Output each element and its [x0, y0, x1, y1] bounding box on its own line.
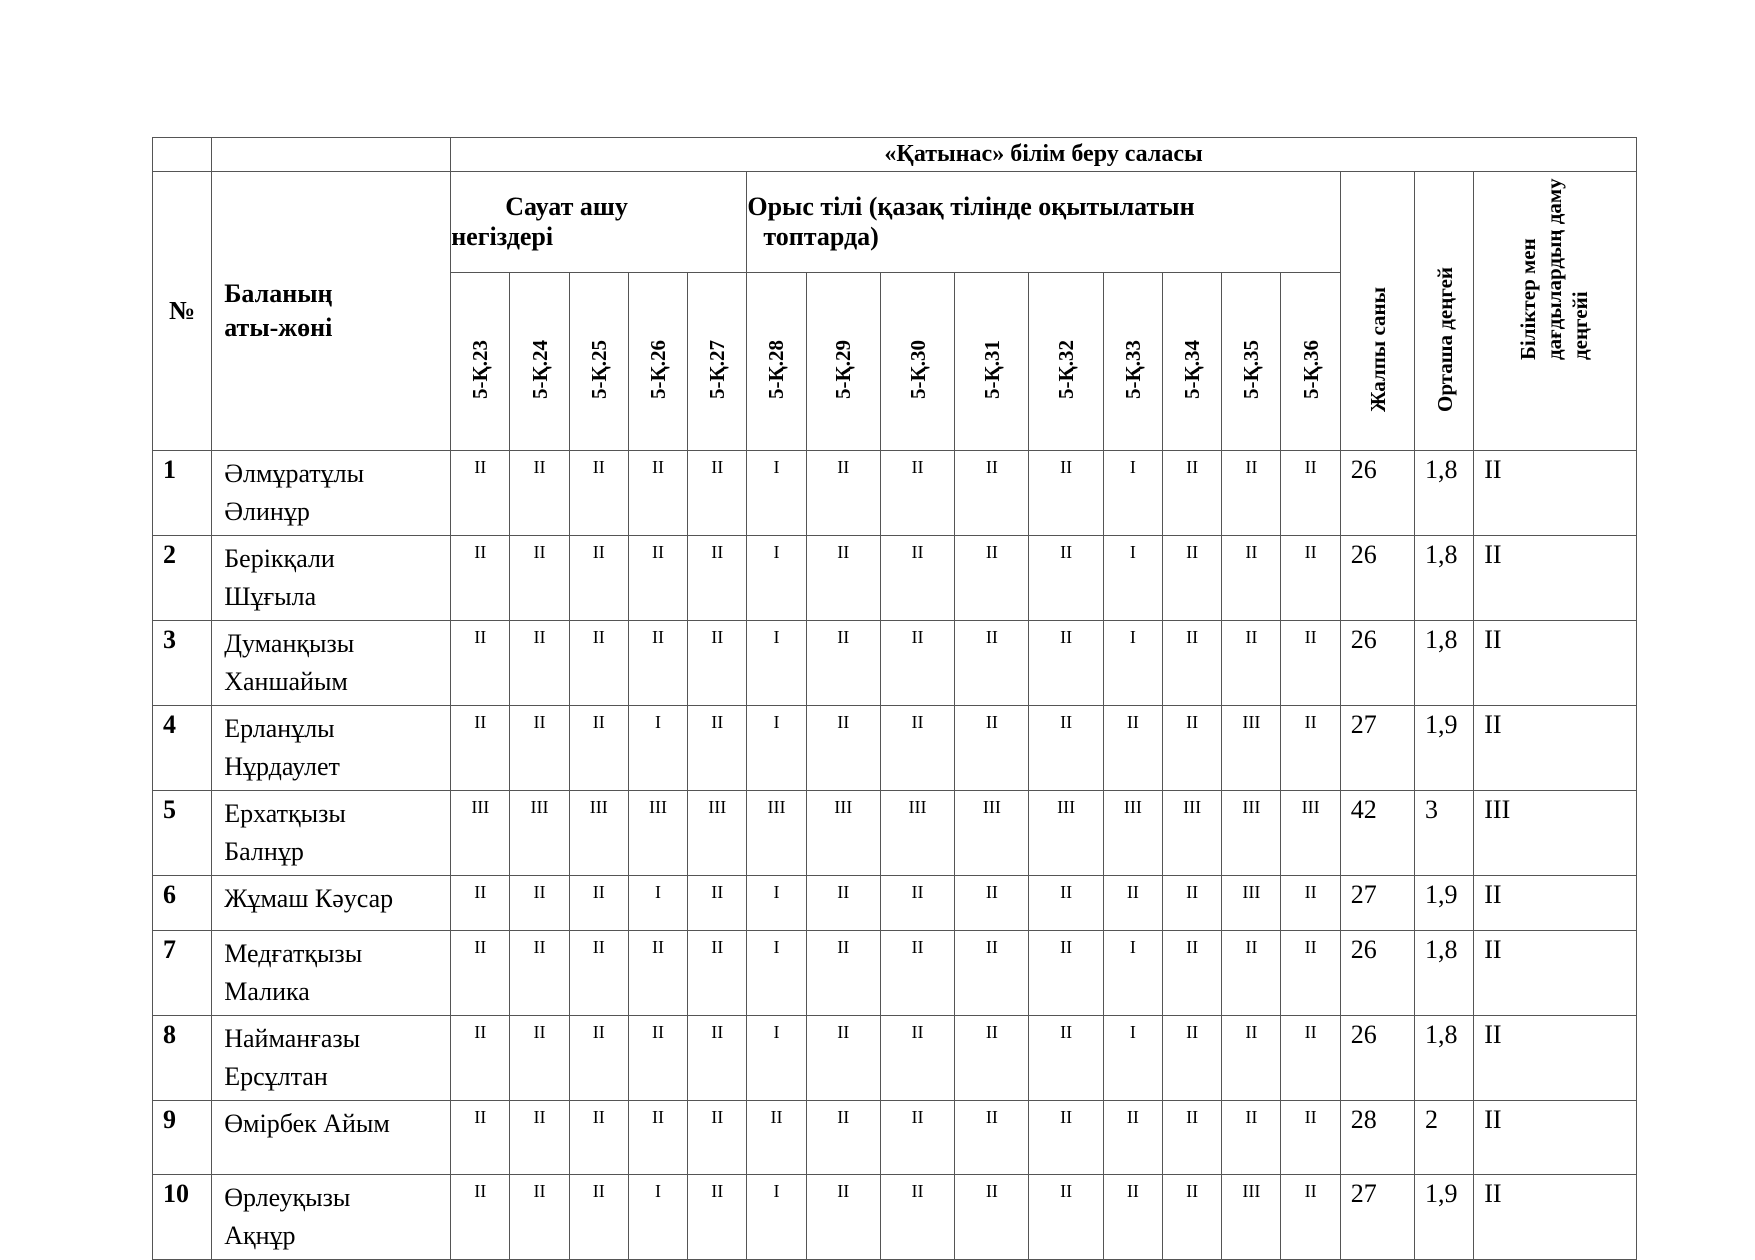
- score-cell: II: [569, 621, 628, 706]
- code-header-label: 5-Қ.31: [979, 340, 1004, 399]
- score-cell: II: [806, 1175, 880, 1260]
- score-cell: II: [880, 706, 954, 791]
- table-row: [153, 1175, 1637, 1260]
- code-header: [1029, 273, 1103, 451]
- score-cell: II: [880, 1016, 954, 1101]
- score-cell: II: [880, 451, 954, 536]
- score-cell: II: [510, 1101, 569, 1175]
- average-cell: 1,8: [1415, 621, 1474, 706]
- child-name-line2: Балнұр: [224, 837, 304, 866]
- score-cell: I: [1103, 536, 1162, 621]
- score-cell: II: [806, 876, 880, 931]
- level-cell: II: [1474, 536, 1637, 621]
- code-header: [510, 273, 569, 451]
- score-cell: II: [451, 931, 510, 1016]
- score-cell: II: [628, 536, 687, 621]
- score-cell: II: [628, 1016, 687, 1101]
- score-cell: III: [1103, 791, 1162, 876]
- code-header: [880, 273, 954, 451]
- code-header: [688, 273, 747, 451]
- child-name-line1: Әлмұратұлы: [224, 459, 365, 488]
- row-number: 3: [153, 621, 212, 706]
- score-cell: II: [688, 876, 747, 931]
- score-cell: I: [628, 876, 687, 931]
- child-name: [212, 451, 451, 536]
- row-number: 5: [153, 791, 212, 876]
- score-cell: II: [1281, 1175, 1340, 1260]
- score-cell: II: [955, 706, 1029, 791]
- level-cell: II: [1474, 706, 1637, 791]
- code-header-label: 5-Қ.23: [468, 340, 493, 399]
- score-cell: II: [747, 1101, 806, 1175]
- code-header: [628, 273, 687, 451]
- code-header-label: 5-Қ.29: [831, 340, 856, 399]
- score-cell: II: [510, 931, 569, 1016]
- score-cell: II: [569, 1175, 628, 1260]
- score-cell: II: [1281, 876, 1340, 931]
- level-cell: II: [1474, 621, 1637, 706]
- score-cell: III: [747, 791, 806, 876]
- score-cell: II: [880, 1175, 954, 1260]
- score-cell: III: [1163, 791, 1222, 876]
- score-cell: II: [569, 1101, 628, 1175]
- child-name-line2: Малика: [224, 977, 310, 1006]
- score-cell: I: [628, 1175, 687, 1260]
- level-cell: II: [1474, 1101, 1637, 1175]
- header-row-groups: [153, 172, 1637, 273]
- level-header-label: [1515, 178, 1593, 360]
- table-row: [153, 1016, 1637, 1101]
- child-name-line2: Нұрдаулет: [224, 752, 340, 781]
- score-cell: II: [569, 1016, 628, 1101]
- code-header: [955, 273, 1029, 451]
- group-literacy-header: [451, 172, 747, 273]
- average-cell: 1,8: [1415, 931, 1474, 1016]
- code-header: [1222, 273, 1281, 451]
- score-cell: II: [1222, 1101, 1281, 1175]
- score-cell: II: [880, 621, 954, 706]
- score-cell: II: [806, 536, 880, 621]
- level-cell: II: [1474, 876, 1637, 931]
- code-header-label: 5-Қ.26: [646, 340, 670, 399]
- score-cell: I: [747, 706, 806, 791]
- score-cell: II: [955, 451, 1029, 536]
- code-header: [1281, 273, 1340, 451]
- score-cell: III: [510, 791, 569, 876]
- code-header: [451, 273, 510, 451]
- level-header-line3: деңгейі: [1568, 291, 1593, 360]
- child-name-line1: Найманғазы: [224, 1024, 361, 1053]
- score-cell: II: [510, 536, 569, 621]
- score-cell: II: [880, 1101, 954, 1175]
- code-header: [747, 273, 806, 451]
- child-name: [212, 791, 451, 876]
- table-row: [153, 451, 1637, 536]
- score-cell: III: [569, 791, 628, 876]
- score-cell: III: [451, 791, 510, 876]
- total-cell: 26: [1340, 536, 1414, 621]
- table-title: «Қатынас» білім беру саласы: [451, 138, 1637, 172]
- level-header: [1474, 172, 1637, 451]
- code-header: [1103, 273, 1162, 451]
- level-cell: II: [1474, 1016, 1637, 1101]
- score-cell: II: [628, 621, 687, 706]
- group-russian-line1: Орыс тілі (қазақ тілінде оқытылатын: [747, 192, 1195, 221]
- row-number: 4: [153, 706, 212, 791]
- score-cell: III: [1222, 1175, 1281, 1260]
- child-name-line2: Әлинұр: [224, 497, 310, 526]
- total-cell: 27: [1340, 876, 1414, 931]
- average-cell: 1,8: [1415, 1016, 1474, 1101]
- score-cell: II: [451, 1101, 510, 1175]
- score-cell: II: [1029, 931, 1103, 1016]
- score-cell: II: [955, 536, 1029, 621]
- average-header: [1415, 172, 1474, 451]
- score-cell: II: [451, 1016, 510, 1101]
- score-cell: II: [569, 536, 628, 621]
- score-cell: II: [806, 931, 880, 1016]
- code-header-label: 5-Қ.30: [905, 340, 930, 399]
- score-cell: II: [1103, 1101, 1162, 1175]
- row-number: 1: [153, 451, 212, 536]
- score-cell: III: [955, 791, 1029, 876]
- child-name: [212, 1175, 451, 1260]
- score-cell: III: [806, 791, 880, 876]
- code-header-label: 5-Қ.36: [1298, 340, 1323, 399]
- child-name-line2: Ақнұр: [224, 1221, 296, 1250]
- score-cell: II: [688, 706, 747, 791]
- level-cell: II: [1474, 451, 1637, 536]
- row-number: 7: [153, 931, 212, 1016]
- score-cell: II: [1163, 1016, 1222, 1101]
- code-header-label: 5-Қ.34: [1180, 340, 1205, 399]
- score-cell: II: [1222, 451, 1281, 536]
- score-cell: I: [747, 536, 806, 621]
- average-cell: 1,9: [1415, 876, 1474, 931]
- level-header-line2: дағдылардың даму: [1542, 178, 1567, 360]
- score-cell: II: [1222, 931, 1281, 1016]
- child-name-line1: Медғатқызы: [224, 939, 363, 968]
- score-cell: II: [1281, 931, 1340, 1016]
- score-cell: II: [1222, 1016, 1281, 1101]
- level-cell: II: [1474, 931, 1637, 1016]
- score-cell: II: [955, 621, 1029, 706]
- score-cell: II: [1103, 1175, 1162, 1260]
- child-name-line1: Думанқызы: [224, 629, 355, 658]
- average-header-label: Орташа деңгей: [1433, 266, 1458, 412]
- score-cell: I: [628, 706, 687, 791]
- score-cell: II: [1222, 621, 1281, 706]
- table-row: [153, 536, 1637, 621]
- total-cell: 26: [1340, 1016, 1414, 1101]
- score-cell: II: [688, 1101, 747, 1175]
- child-name-line1: Ерхатқызы: [224, 799, 346, 828]
- row-number: 2: [153, 536, 212, 621]
- code-header-label: 5-Қ.32: [1054, 340, 1079, 399]
- score-cell: II: [510, 621, 569, 706]
- score-cell: II: [955, 1101, 1029, 1175]
- table-row: [153, 876, 1637, 931]
- code-header: [1163, 273, 1222, 451]
- score-cell: II: [451, 451, 510, 536]
- name-header-line2: аты-жөні: [224, 313, 333, 342]
- score-cell: II: [688, 451, 747, 536]
- score-cell: II: [1163, 876, 1222, 931]
- number-header: №: [153, 172, 212, 451]
- score-cell: I: [747, 876, 806, 931]
- score-cell: II: [688, 621, 747, 706]
- score-cell: I: [747, 1175, 806, 1260]
- average-cell: 1,9: [1415, 706, 1474, 791]
- table-body: [153, 451, 1637, 1260]
- score-cell: II: [1163, 451, 1222, 536]
- score-cell: III: [688, 791, 747, 876]
- score-cell: II: [1281, 451, 1340, 536]
- score-cell: II: [510, 876, 569, 931]
- score-cell: II: [688, 1175, 747, 1260]
- score-cell: II: [1029, 706, 1103, 791]
- score-cell: II: [1029, 1101, 1103, 1175]
- score-cell: I: [747, 1016, 806, 1101]
- code-header-label: 5-Қ.25: [586, 340, 611, 399]
- score-cell: III: [1222, 791, 1281, 876]
- score-cell: II: [1029, 451, 1103, 536]
- child-name: [212, 706, 451, 791]
- score-cell: II: [510, 451, 569, 536]
- score-cell: II: [880, 931, 954, 1016]
- score-cell: II: [1163, 931, 1222, 1016]
- child-name-line2: Ерсұлтан: [224, 1062, 328, 1091]
- score-cell: II: [955, 931, 1029, 1016]
- score-cell: III: [1281, 791, 1340, 876]
- score-cell: II: [1029, 621, 1103, 706]
- score-cell: II: [1281, 706, 1340, 791]
- score-cell: I: [747, 931, 806, 1016]
- child-name: [212, 876, 451, 931]
- row-number: 10: [153, 1175, 212, 1260]
- average-cell: 1,9: [1415, 1175, 1474, 1260]
- score-cell: I: [747, 451, 806, 536]
- score-cell: II: [628, 1101, 687, 1175]
- score-cell: II: [1103, 876, 1162, 931]
- score-cell: II: [1281, 536, 1340, 621]
- score-cell: II: [688, 536, 747, 621]
- code-header-label: 5-Қ.28: [764, 340, 789, 399]
- assessment-table: [152, 137, 1637, 1260]
- total-cell: 27: [1340, 706, 1414, 791]
- score-cell: II: [1222, 536, 1281, 621]
- score-cell: II: [806, 1016, 880, 1101]
- score-cell: II: [688, 931, 747, 1016]
- child-name-line1: Ерланұлы: [224, 714, 335, 743]
- table-row: [153, 1101, 1637, 1175]
- code-header: [806, 273, 880, 451]
- score-cell: I: [1103, 931, 1162, 1016]
- score-cell: II: [688, 1016, 747, 1101]
- score-cell: II: [1029, 876, 1103, 931]
- code-header-label: 5-Қ.33: [1120, 340, 1145, 399]
- row-number: 9: [153, 1101, 212, 1175]
- child-name: [212, 1016, 451, 1101]
- score-cell: I: [1103, 621, 1162, 706]
- header-row-title: [153, 138, 1637, 172]
- group-literacy-line2: негіздері: [451, 222, 554, 251]
- total-cell: 26: [1340, 621, 1414, 706]
- total-cell: 28: [1340, 1101, 1414, 1175]
- score-cell: III: [1222, 876, 1281, 931]
- score-cell: II: [955, 876, 1029, 931]
- name-header: [212, 172, 451, 451]
- score-cell: II: [880, 876, 954, 931]
- score-cell: III: [880, 791, 954, 876]
- score-cell: II: [880, 536, 954, 621]
- score-cell: II: [806, 621, 880, 706]
- total-cell: 27: [1340, 1175, 1414, 1260]
- child-name-line1: Жұмаш Кәусар: [224, 884, 394, 913]
- total-cell: 26: [1340, 451, 1414, 536]
- score-cell: II: [1163, 1101, 1222, 1175]
- average-cell: 2: [1415, 1101, 1474, 1175]
- group-literacy-line1: Сауат ашу: [505, 192, 628, 221]
- total-header-label: Жалпы саны: [1366, 286, 1391, 412]
- name-header-line1: Баланың: [224, 279, 333, 308]
- code-header-label: 5-Қ.27: [705, 340, 730, 399]
- table-row: [153, 931, 1637, 1016]
- row-number: 6: [153, 876, 212, 931]
- average-cell: 3: [1415, 791, 1474, 876]
- code-header-label: 5-Қ.24: [527, 340, 552, 399]
- empty-cell: [212, 138, 451, 172]
- score-cell: I: [1103, 451, 1162, 536]
- level-cell: III: [1474, 791, 1637, 876]
- code-header: [569, 273, 628, 451]
- child-name: [212, 621, 451, 706]
- child-name: [212, 536, 451, 621]
- score-cell: II: [569, 706, 628, 791]
- score-cell: III: [1222, 706, 1281, 791]
- score-cell: I: [1103, 1016, 1162, 1101]
- row-number: 8: [153, 1016, 212, 1101]
- score-cell: III: [1029, 791, 1103, 876]
- table-row: [153, 706, 1637, 791]
- score-cell: I: [747, 621, 806, 706]
- score-cell: II: [1281, 1016, 1340, 1101]
- score-cell: II: [1163, 1175, 1222, 1260]
- score-cell: II: [510, 706, 569, 791]
- score-cell: II: [1163, 536, 1222, 621]
- child-name-line2: Ханшайым: [224, 667, 348, 696]
- total-cell: 42: [1340, 791, 1414, 876]
- child-name: [212, 931, 451, 1016]
- group-russian-header: [747, 172, 1340, 273]
- score-cell: II: [451, 706, 510, 791]
- score-cell: II: [628, 931, 687, 1016]
- total-header: [1340, 172, 1414, 451]
- score-cell: II: [1163, 706, 1222, 791]
- score-cell: II: [510, 1175, 569, 1260]
- score-cell: II: [955, 1175, 1029, 1260]
- child-name-line2: Шұғыла: [224, 582, 317, 611]
- score-cell: II: [1281, 621, 1340, 706]
- table-row: [153, 621, 1637, 706]
- score-cell: II: [806, 451, 880, 536]
- table-row: [153, 791, 1637, 876]
- score-cell: II: [806, 706, 880, 791]
- score-cell: III: [628, 791, 687, 876]
- average-cell: 1,8: [1415, 536, 1474, 621]
- score-cell: II: [451, 536, 510, 621]
- total-cell: 26: [1340, 931, 1414, 1016]
- score-cell: II: [1029, 1016, 1103, 1101]
- empty-cell: [153, 138, 212, 172]
- child-name-line1: Өмірбек Айым: [224, 1109, 390, 1138]
- score-cell: II: [1029, 536, 1103, 621]
- score-cell: II: [806, 1101, 880, 1175]
- score-cell: II: [451, 621, 510, 706]
- score-cell: II: [1163, 621, 1222, 706]
- score-cell: II: [955, 1016, 1029, 1101]
- score-cell: II: [1103, 706, 1162, 791]
- code-header-label: 5-Қ.35: [1239, 340, 1264, 399]
- child-name-line1: Өрлеуқызы: [224, 1183, 351, 1212]
- level-cell: II: [1474, 1175, 1637, 1260]
- score-cell: II: [1029, 1175, 1103, 1260]
- child-name: [212, 1101, 451, 1175]
- score-cell: II: [510, 1016, 569, 1101]
- score-cell: II: [1281, 1101, 1340, 1175]
- child-name-line1: Берікқали: [224, 544, 335, 573]
- score-cell: II: [569, 931, 628, 1016]
- score-cell: II: [569, 876, 628, 931]
- group-russian-line2: топтарда): [763, 222, 879, 251]
- score-cell: II: [569, 451, 628, 536]
- score-cell: II: [451, 1175, 510, 1260]
- level-header-line1: Біліктер мен: [1516, 238, 1541, 360]
- average-cell: 1,8: [1415, 451, 1474, 536]
- score-cell: II: [451, 876, 510, 931]
- score-cell: II: [628, 451, 687, 536]
